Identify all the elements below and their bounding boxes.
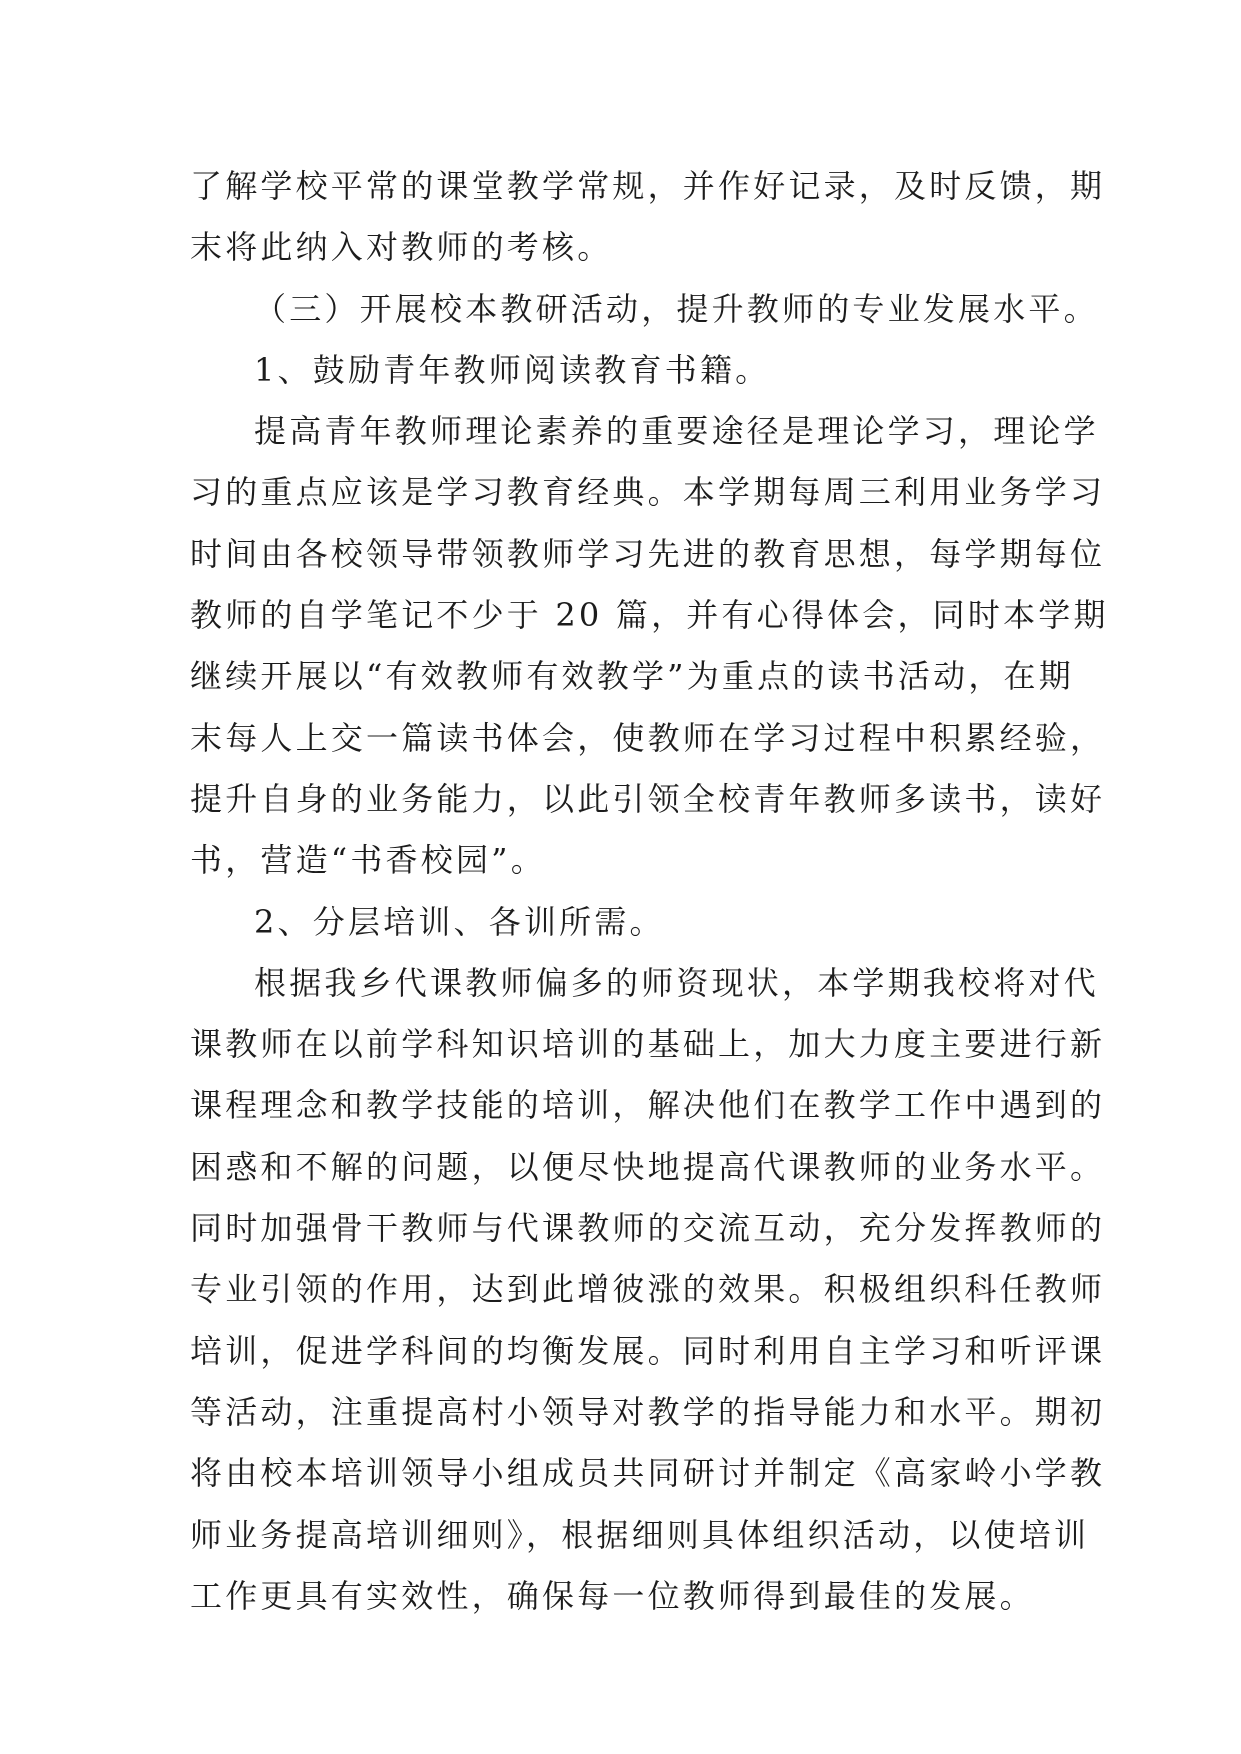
- text-line: 提高青年教师理论素养的重要途径是理论学习，理论学: [254, 412, 1099, 451]
- text-line: 教师的自学笔记不少于 20 篇，并有心得体会，同时本学期: [190, 596, 1109, 635]
- text-line: 末每人上交一篇读书体会，使教师在学习过程中积累经验，: [190, 718, 1106, 757]
- text-line: 提升自身的业务能力，以此引领全校青年教师多读书，读好: [190, 779, 1106, 818]
- text-line: 困惑和不解的问题，以便尽快地提高代课教师的业务水平。: [190, 1147, 1106, 1186]
- text-line: 继续开展以“有效教师有效教学”为重点的读书活动，在期: [190, 657, 1074, 696]
- text-line: 工作更具有实效性，确保每一位教师得到最佳的发展。: [190, 1576, 1035, 1615]
- subsection-heading: 2、分层培训、各训所需。: [254, 902, 665, 941]
- text-line: 末将此纳入对教师的考核。: [190, 228, 613, 267]
- text-line: 将由校本培训领导小组成员共同研讨并制定《高家岭小学教: [190, 1454, 1106, 1493]
- text-line: 等活动，注重提高村小领导对教学的指导能力和水平。期初: [190, 1392, 1106, 1431]
- subsection-heading: 1、鼓励青年教师阅读教育书籍。: [254, 350, 771, 389]
- text-line: 课教师在以前学科知识培训的基础上，加大力度主要进行新: [190, 1025, 1106, 1064]
- text-line: 习的重点应该是学习教育经典。本学期每周三利用业务学习: [190, 473, 1106, 512]
- text-line: 专业引领的作用，达到此增彼涨的效果。积极组织科任教师: [190, 1270, 1106, 1309]
- text-line: 师业务提高培训细则》，根据细则具体组织活动，以使培训: [190, 1515, 1090, 1554]
- document-body: [190, 156, 1109, 1627]
- text-line: 书，营造“书香校园”。: [190, 841, 546, 880]
- text-line: 培训，促进学科间的均衡发展。同时利用自主学习和听评课: [190, 1331, 1106, 1370]
- text-line: 课程理念和教学技能的培训，解决他们在教学工作中遇到的: [190, 1086, 1106, 1125]
- text-line: 了解学校平常的课堂教学常规，并作好记录，及时反馈，期: [190, 167, 1106, 205]
- text-line: 同时加强骨干教师与代课教师的交流互动，充分发挥教师的: [190, 1209, 1106, 1248]
- text-line: 时间由各校领导带领教师学习先进的教育思想，每学期每位: [190, 534, 1106, 573]
- text-line: 根据我乡代课教师偏多的师资现状，本学期我校将对代: [254, 963, 1099, 1002]
- section-heading: （三）开展校本教研活动，提升教师的专业发展水平。: [254, 289, 1099, 328]
